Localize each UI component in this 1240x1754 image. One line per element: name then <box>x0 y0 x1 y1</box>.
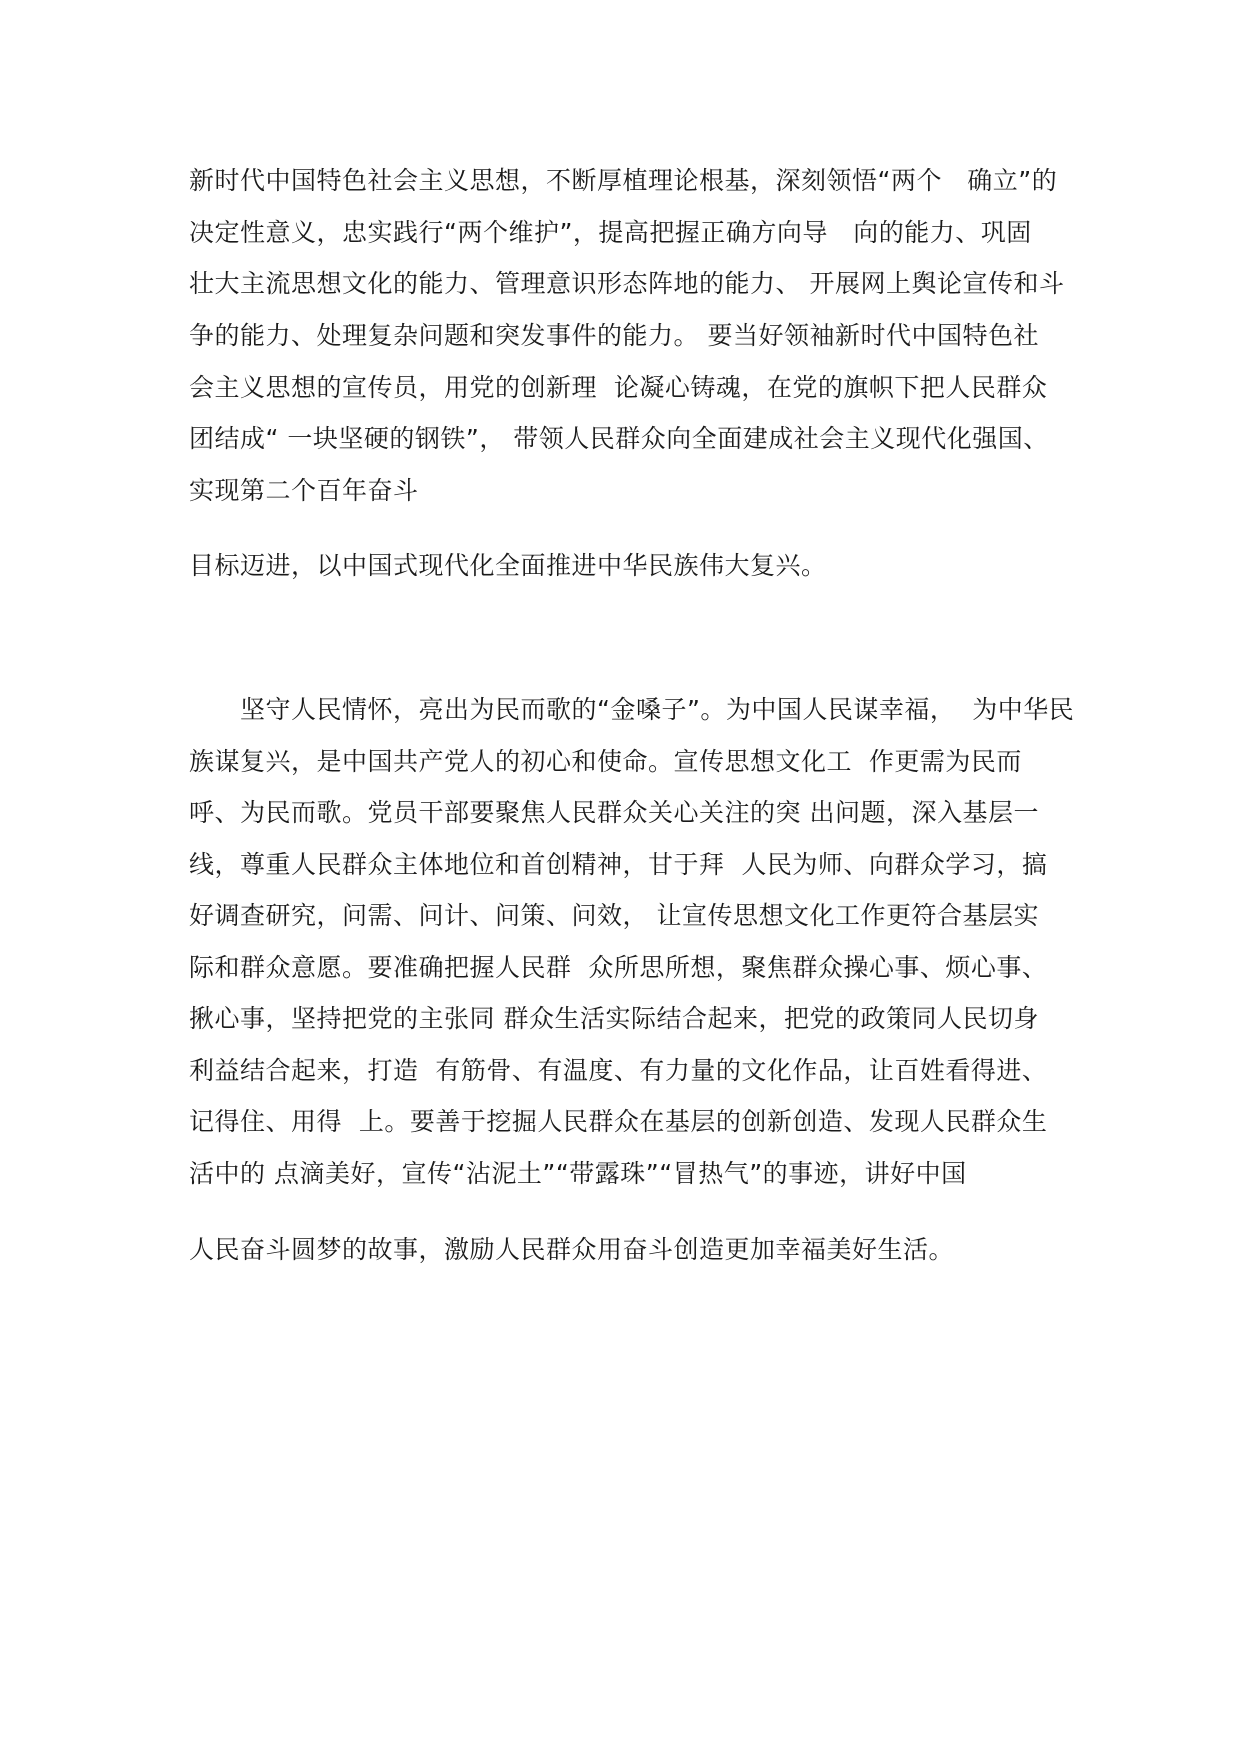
text-line: 实现第二个百年奋斗 <box>189 476 419 505</box>
text-line: 记得住、用得 上。要善于挖掘人民群众在基层的创新创造、发现人民群众生 <box>189 1107 1048 1136</box>
text-line: 揪心事，坚持把党的主张同 群众生活实际结合起来，把党的政策同人民切身 <box>189 1004 1039 1033</box>
paragraph-1-tail: 目标迈进，以中国式现代化全面推进中华民族伟大复兴。 <box>189 551 827 580</box>
text-line: 争的能力、处理复杂问题和突发事件的能力。 要当好领袖新时代中国特色社 <box>189 321 1039 350</box>
text-line: 利益结合起来，打造 有筋骨、有温度、有力量的文化作品，让百姓看得进、 <box>189 1056 1048 1085</box>
text-line: 决定性意义，忠实践行“两个维护”，提高把握正确方向导 向的能力、巩固 <box>189 218 1032 247</box>
text-line: 呼、为民而歌。党员干部要聚焦人民群众关心关注的突 出问题，深入基层一 <box>189 798 1039 827</box>
text-line: 团结成“ 一块坚硬的钢铁”， 带领人民群众向全面建成社会主义现代化强国、 <box>189 424 1049 453</box>
text-line: 际和群众意愿。要准确把握人民群 众所思所想，聚焦群众操心事、烦心事、 <box>189 953 1048 982</box>
text-line: 好调查研究，问需、问计、问策、问效， 让宣传思想文化工作更符合基层实 <box>189 901 1039 930</box>
text-line: 线，尊重人民群众主体地位和首创精神，甘于拜 人民为师、向群众学习，搞 <box>189 850 1048 879</box>
text-line: 族谋复兴，是中国共产党人的初心和使命。宣传思想文化工 作更需为民而 <box>189 747 1022 776</box>
paragraph-2-tail: 人民奋斗圆梦的故事，激励人民群众用奋斗创造更加幸福美好生活。 <box>189 1235 955 1264</box>
text-line: 新时代中国特色社会主义思想，不断厚植理论根基，深刻领悟“两个 确立”的 <box>189 166 1058 195</box>
text-line: 壮大主流思想文化的能力、管理意识形态阵地的能力、 开展网上舆论宣传和斗 <box>189 269 1065 298</box>
text-line: 坚守人民情怀，亮出为民而歌的“金嗓子”。为中国人民谋幸福， 为中华民 <box>240 695 1075 724</box>
text-line: 会主义思想的宣传员，用党的创新理 论凝心铸魂，在党的旗帜下把人民群众 <box>189 373 1048 402</box>
text-line: 活中的 点滴美好，宣传“沾泥土”“带露珠”“冒热气”的事迹，讲好中国 <box>189 1159 967 1188</box>
